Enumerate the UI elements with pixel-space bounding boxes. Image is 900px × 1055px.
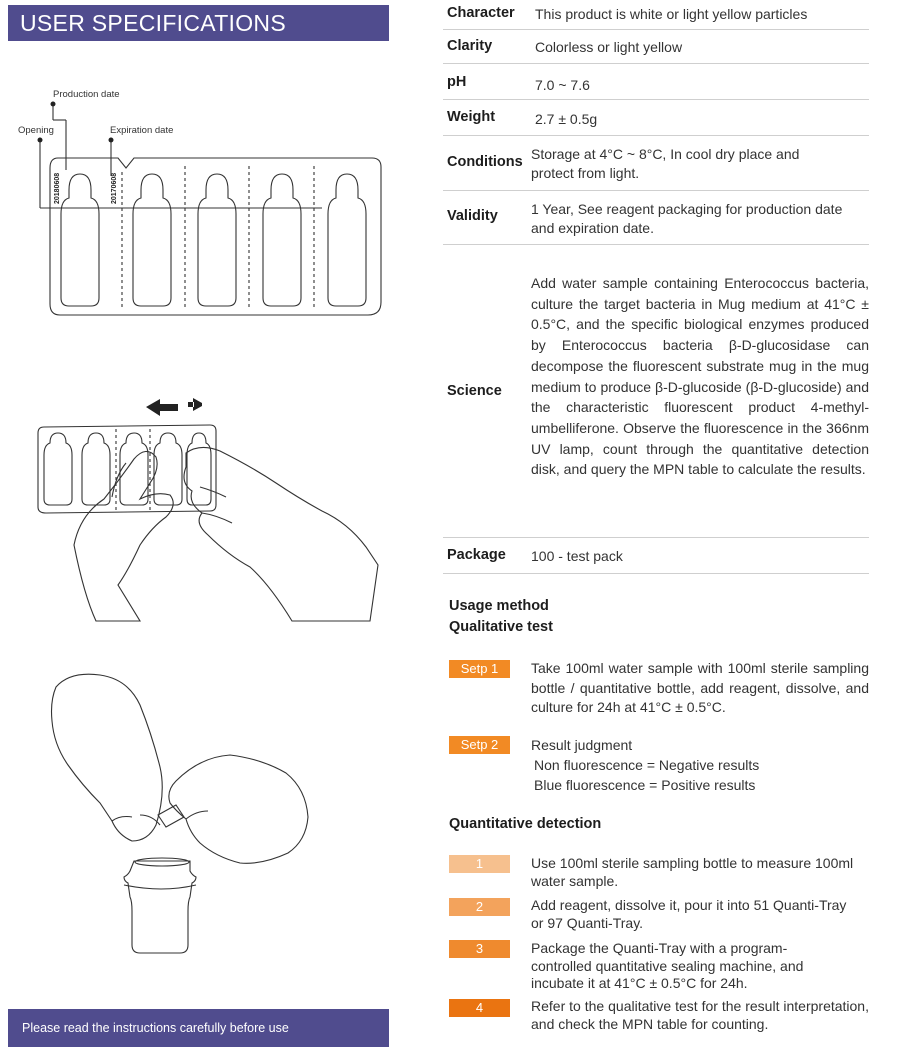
hands-pouring-into-bottle-illustration — [0, 665, 400, 955]
production-code: 20180608 — [54, 172, 61, 204]
spec-value: 1 Year, See reagent packaging for production date and expiration date. — [531, 201, 843, 236]
quantitative-step-3-text: Package the Quanti-Tray with a program-controlled quantitative sealing machine, and incubate it at 41°C ± 0.5°C for 24h. — [531, 940, 804, 991]
hands-breaking-strip-illustration — [0, 395, 400, 625]
arrow-right-icon — [188, 398, 202, 411]
quantitative-step-4-badge: 4 — [449, 999, 510, 1017]
spec-value: Add water sample containing Enterococcus bacteria, culture the target bacteria in Mug medium at 41°C ± 0.5°C, and the specific biological enzymes produced by Enterococcus bacteria β-D-glucosidase can decompose the fluorescent substrate mug in the mug medium to produce β-D-glucoside (β-D-glucoside) and the characteristic fluorescent product 4-methyl-umbelliferone. Observe the fluorescence in the 366nm UV lamp, count through the quantitative detection disk, and query the MPN table to calculate the results. — [531, 275, 869, 478]
spec-value: 2.7 ± 0.5g — [535, 111, 598, 127]
arrow-left-icon — [146, 399, 178, 416]
spec-value: 100 - test pack — [531, 548, 623, 564]
spec-row-validity — [443, 191, 869, 245]
spec-label: Character — [447, 5, 515, 21]
quantitative-step-2-text: Add reagent, dissolve it, pour it into 51 Quanti-Tray or 97 Quanti-Tray. — [531, 897, 847, 931]
production-date-label: Production date — [53, 89, 120, 100]
spec-label: Conditions — [447, 154, 523, 170]
left-column — [0, 0, 400, 1055]
spec-row-package — [443, 538, 869, 574]
quantitative-step-1-text: Use 100ml sterile sampling bottle to measure 100ml water sample. — [531, 855, 854, 889]
footer-note: Please read the instructions carefully before use — [8, 1009, 389, 1047]
qualitative-step-2-line-2: Non fluorescence = Negative results — [534, 757, 760, 773]
qualitative-step-2-line-3: Blue fluorescence = Positive results — [534, 777, 756, 793]
spec-row-character — [443, 0, 869, 30]
spec-value: 7.0 ~ 7.6 — [535, 77, 590, 93]
qualitative-step-2-line-1: Result judgment — [531, 737, 633, 753]
spec-row-clarity — [443, 30, 869, 64]
expiration-date-label: Expiration date — [110, 125, 174, 136]
qualitative-step-2-badge: Setp 2 — [449, 736, 510, 754]
qualitative-step-1-text: Take 100ml water sample with 100ml sterile sampling bottle / quantitative bottle, add reagent, dissolve, and culture for 24h at 41°C ± 0.5°C. — [531, 660, 869, 715]
quantitative-step-1-badge: 1 — [449, 855, 510, 873]
usage-method-title: Usage method — [449, 598, 549, 614]
spec-row-science — [443, 245, 869, 538]
spec-row-conditions — [443, 136, 869, 191]
quantitative-step-3-badge: 3 — [449, 940, 510, 958]
quantitative-step-4-text: Refer to the qualitative test for the result interpretation, and check the MPN table for counting. — [531, 998, 869, 1032]
spec-value: Colorless or light yellow — [535, 39, 683, 55]
spec-label: Science — [447, 383, 502, 399]
expiration-code: 20170608 — [111, 172, 118, 204]
spec-value: Storage at 4°C ~ 8°C, In cool dry place and protect from light. — [531, 146, 800, 181]
spec-label: pH — [447, 74, 467, 90]
spec-label: Validity — [447, 208, 498, 224]
reagent-strip-diagram — [0, 80, 400, 330]
spec-label: Weight — [447, 109, 496, 125]
spec-value: This product is white or light yellow particles — [535, 6, 808, 22]
opening-label: Opening — [18, 125, 54, 136]
spec-row-weight — [443, 100, 869, 136]
qualitative-step-1-badge: Setp 1 — [449, 660, 510, 678]
quantitative-step-2-badge: 2 — [449, 898, 510, 916]
quantitative-detection-title: Quantitative detection — [449, 816, 602, 832]
spec-label: Package — [447, 547, 506, 563]
spec-row-ph — [443, 64, 869, 100]
spec-label: Clarity — [447, 38, 493, 54]
page-title: USER SPECIFICATIONS — [8, 5, 389, 41]
qualitative-test-title: Qualitative test — [449, 619, 553, 635]
